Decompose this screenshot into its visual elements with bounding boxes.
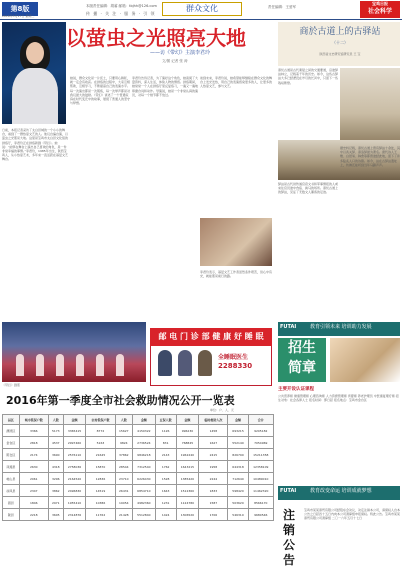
table-cell: 19054 (115, 497, 132, 509)
table-cell: 1458 (199, 425, 228, 437)
table-cell: 2218 (19, 509, 48, 521)
ad-doctor-figure (158, 350, 172, 376)
table-cell: 1762 (155, 461, 176, 473)
table-cell: 15211358 (248, 449, 273, 461)
article1-column-4: 谈到未来，李君玲说，她希望能够继续在群众文化的舞台上发光发热，用自己的表演感染更多的人，让更多的人热爱文艺，参与文艺。 (200, 76, 272, 89)
table-cell: 1124780 (176, 497, 199, 509)
logo-top-text: 宝鸡日报 (372, 1, 388, 6)
table-cell: 996230 (176, 425, 199, 437)
table-cell: 2061 (19, 473, 48, 485)
table-cell: 2244 (199, 473, 228, 485)
table-cell: 712640 (228, 473, 248, 485)
table-cell: 1833 (199, 485, 228, 497)
article1-inline-photo (200, 218, 272, 266)
table-cell: 1512360 (176, 485, 199, 497)
table-cell: 831 (155, 437, 176, 449)
table-cell: 11762 (86, 509, 115, 521)
table-cell: 9824 (115, 437, 132, 449)
table-header-cell: 合计 (248, 415, 273, 425)
futai-brand: FUTAI (280, 488, 297, 494)
article2-part: （十二） (332, 40, 348, 45)
table-cell: 12836 (86, 473, 115, 485)
section-title: 群众文化 (162, 2, 242, 16)
enrollment-info (278, 386, 400, 482)
clinic-ad-banner: 邮 电 门 诊 部 健 康 好 睡 眠 (150, 328, 272, 346)
enrollment-badge (278, 338, 326, 382)
ad-doctor-figure (178, 350, 192, 376)
table-row (3, 437, 274, 449)
table-cell: 5512840 (132, 509, 155, 521)
table-cell: 28544 (115, 461, 132, 473)
article2-column-1: 商於古道是古代秦楚之间的交通要道，沿途驿站林立，记载着千年的历史。如今，这些古驿站大多已经湮没在岁月的长河中，只留下一些残垣断壁。 (278, 68, 338, 85)
table-cell: 26431 (115, 485, 132, 497)
table-header-cell: 五保人数 (155, 415, 176, 425)
table-cell: 2164520 (63, 473, 86, 485)
table-cell: 岐山县 (3, 473, 20, 485)
classroom-photo (330, 338, 400, 382)
article2-column-3: 据史料记载，商於古道上曾有驿站十余处，其中以武关驿、商洛驿最为著名。唐代诗人王维、白居易、韩愈等都曾途经此地，留下了许多脍炙人口的诗篇。如今，站在古驿站遗址上，仿佛还能听到当年马蹄声声。 (340, 146, 400, 167)
table-cell: 3605 (48, 509, 63, 521)
enrollment-word-1: 招生 (288, 340, 316, 356)
table-cell: 2496830 (63, 485, 86, 497)
table-cell: 3862 (48, 485, 63, 497)
table-cell: 11462320 (248, 485, 273, 497)
stage-photo-caption: 《带幻》剧照 (2, 383, 21, 387)
table-cell: 2971 (48, 497, 63, 509)
table-cell: 4150322 (132, 425, 155, 437)
table-cell: 1955410 (63, 497, 86, 509)
table-cell: 2174 (19, 449, 48, 461)
table-cell: 10489010 (248, 473, 273, 485)
table-cell: 6854710 (132, 485, 155, 497)
table-cell: 陇县 (3, 509, 20, 521)
table-cell: 1962240 (176, 449, 199, 461)
table-header-cell: 金额 (228, 415, 248, 425)
table-cell: 扶风县 (3, 485, 20, 497)
table-cell: 1306520 (176, 509, 199, 521)
table-header-cell: 农村低保户数 (86, 415, 115, 425)
table-cell: 21428 (115, 509, 132, 521)
table-cell: 2736524 (132, 437, 155, 449)
table-row (3, 485, 274, 497)
singer-portrait (2, 22, 66, 124)
article1-column-2: 她说，群众文化是一片沃土，只要用心耕耘，就一定会有收获。在排练的过程中，大家互相帮助，互相学习，不断提高自己的表演水平。每一次演出都是一次锻炼，每一次掌声都是对我们最大的鼓励。《带幻》讲述了一个普通家庭在时代变迁中的故事，展现了普通人的坚守与梦想。 (70, 76, 130, 106)
futai-slogan-2: 教育改变命运 培训成就梦想 (310, 488, 372, 494)
table-cell: 15870 (86, 461, 115, 473)
table-cell: 7054969 (248, 437, 273, 449)
futai-banner-bottom (278, 486, 400, 500)
table-header-cell: 金额 (63, 415, 86, 425)
table-row (3, 449, 274, 461)
table-cell: 3296 (48, 473, 63, 485)
table-cell: 21645 (86, 449, 115, 461)
table-cell: 4537 (48, 437, 63, 449)
table-cell: 1643215 (176, 461, 199, 473)
old-painting-image (340, 68, 400, 144)
table-cell: 1231 (155, 497, 176, 509)
table-cell: 1424 (155, 509, 176, 521)
table-cell: 1958 (199, 461, 228, 473)
table-cell: 1126 (155, 425, 176, 437)
clinic-ad-phone: 2288330 (218, 362, 253, 370)
article2-headline: 商於古道上的古驿站 (299, 27, 381, 37)
table-row (3, 473, 274, 485)
logo-bottom-text: 社会科学 (367, 8, 392, 15)
table-cell: 644318 (228, 461, 248, 473)
issue-date: 2016年5月17日 星期二 (2, 14, 35, 18)
table-cell: 凤翔县 (3, 461, 20, 473)
stage-performance-photo (2, 322, 146, 382)
table-cell: 2347 (19, 485, 48, 497)
table-header-cell: 临时救助人次 (199, 415, 228, 425)
table-cell: 768845 (176, 437, 199, 449)
article2-column-2: 驿站是古代供传递官府文书和军事情报的人或来往官员途中食宿、换马的场所。商於古道上的驿站，见证了无数文人墨客的足迹。 (278, 182, 338, 195)
table-cell: 598420 (228, 485, 248, 497)
table-cell: 14519 (86, 485, 115, 497)
article1-byline: 文/图 记者 张 涛 (162, 59, 188, 63)
table-cell: 503620 (228, 497, 248, 509)
futai-slogan-1: 教育引领未来 培训助力发展 (310, 324, 372, 330)
table-cell: 2576110 (63, 449, 86, 461)
ad-doctor-figure (198, 350, 212, 376)
relief-table-title: 2016年第一季度全市社会救助情况公开一览表 (6, 394, 235, 407)
table-cell: 693215 (228, 425, 248, 437)
table-cell: 8772 (86, 425, 115, 437)
table-cell: 9205182 (248, 425, 273, 437)
table-cell: 6226430 (132, 473, 155, 485)
table-cell: 9846218 (132, 449, 155, 461)
table-header-cell: 人数 (115, 415, 132, 425)
paper-logo (360, 1, 400, 18)
table-header-cell: 城市低保户数 (19, 415, 48, 425)
table-cell: 3366 (19, 425, 48, 437)
table-cell: 金台区 (3, 437, 20, 449)
relief-table-unit: 单位：户、人、元 (210, 408, 235, 412)
table-cell: 37862 (115, 449, 132, 461)
table-cell: 9680546 (248, 509, 273, 521)
article1-headline: 以萤虫之光照亮大地 (66, 26, 246, 50)
table-cell: 10386 (86, 497, 115, 509)
relief-table (2, 414, 274, 521)
table-cell: 23710 (115, 473, 132, 485)
table-cell: 5173 (48, 425, 63, 437)
table-header-cell: 人数 (48, 415, 63, 425)
table-cell: 1627 (199, 437, 228, 449)
article1-subtitle: ——访《带幻》主演李君玲 (150, 50, 211, 56)
table-cell: 2997460 (63, 437, 86, 449)
futai-banner-top (278, 322, 400, 336)
table-cell: 4982360 (132, 497, 155, 509)
table-cell: 552140 (228, 437, 248, 449)
table-cell: 1587 (199, 497, 228, 509)
table-cell: 1706 (199, 509, 228, 521)
table-cell: 渭滨区 (3, 425, 20, 437)
table-cell: 8566170 (248, 497, 273, 509)
table-cell: 1643 (155, 485, 176, 497)
table-cell: 5163 (86, 437, 115, 449)
article1-column-3: 李君玲告诉记者，为了演好这个角色，她查阅了大量资料，深入生活，体验人物的情感。排练期间，她常常一个人在排练厅里反复练习，一遍又一遍地琢磨台词和动作。导演说，她是一个非常认真的演员，对每一个细节都不放过。 (132, 76, 198, 97)
table-header-cell: 县区 (3, 415, 20, 425)
editor-note: 责任编辑：王爱军 (268, 5, 296, 9)
table-cell: 3365415 (63, 425, 86, 437)
table-cell: 1846 (19, 497, 48, 509)
page-number: 第8版 (2, 2, 38, 16)
table-cell: 2314876 (63, 509, 86, 521)
table-header-row (3, 415, 274, 425)
paper-motto: 传 播 · 关 注 · 服 务 · 引 领 (86, 11, 156, 16)
table-cell: 4318 (48, 461, 63, 473)
table-cell: 2143 (155, 449, 176, 461)
table-header-cell: 金额 (176, 415, 199, 425)
table-cell: 12358109 (248, 461, 273, 473)
article2-byline: 陕西省文史研究馆研究员 王 宝 (319, 52, 361, 56)
editor-contact: 本版责任编辑：胡睿 邮箱：tbjhh@126.com (86, 4, 157, 8)
table-cell: 826790 (228, 449, 248, 461)
table-cell: 2818 (19, 437, 48, 449)
table-cell: 眉县 (3, 497, 20, 509)
article1-column-4b: 李君玲表示，基层文艺工作者虽然条件艰苦，但心中有光，就能照亮前行的路。 (200, 270, 272, 279)
table-cell: 陈仓区 (3, 449, 20, 461)
table-cell: 7312540 (132, 461, 155, 473)
cancellation-notice-label: 注销公告 (282, 508, 295, 567)
table-row (3, 497, 274, 509)
table-cell: 2630 (19, 461, 48, 473)
table-cell: 3690 (48, 449, 63, 461)
cancellation-notice-body: 宝鸡市某某商贸有限公司经股东会决议，决定注销本公司，请债权人自本公告之日起四十五日内向本公司清算组申报债权。特此公告。宝鸡市某某商贸有限公司清算组 二〇一六年五月十七日 (304, 508, 400, 521)
table-cell: 2758036 (63, 461, 86, 473)
clinic-ad-brand: 全睡眠医生 (218, 354, 249, 361)
table-cell: 15627 (115, 425, 132, 437)
article1-column-1: 日前，本报记者采访了太白县城的一个小小的舞台，看到了一群热爱文艺的人。他们自编自演，以萤虫之光照亮大地。这里是宝鸡市太白县文化馆的排练厅，李君玲正在排练新剧《带幻》。她说：“能够在舞台上演出自己喜欢的角色，是一件非常幸福的事情。”李君玲，1985年出生，陕西宝鸡人，从小热爱艺术，多年来一直活跃在基层文艺舞台。 (2, 128, 68, 162)
enrollment-word-2: 简章 (288, 360, 316, 376)
enrollment-heading: 主要开设认证课程 (278, 387, 314, 392)
futai-brand: FUTAI (280, 324, 297, 330)
table-row (3, 509, 274, 521)
table-header-cell: 金额 (132, 415, 155, 425)
table-cell: 1385420 (176, 473, 199, 485)
table-row (3, 425, 274, 437)
table-cell: 546310 (228, 509, 248, 521)
table-cell: 2415 (199, 449, 228, 461)
table-cell: 1528 (155, 473, 176, 485)
enrollment-details: 公共营养师 健康管理师 心理咨询师 人力资源管理师 育婴师 养老护理员 中医康复理疗师 招生对象：社会各界人士 报名时间：即日起 报名地点：宝鸡市金台区 (278, 394, 399, 403)
table-row (3, 461, 274, 473)
